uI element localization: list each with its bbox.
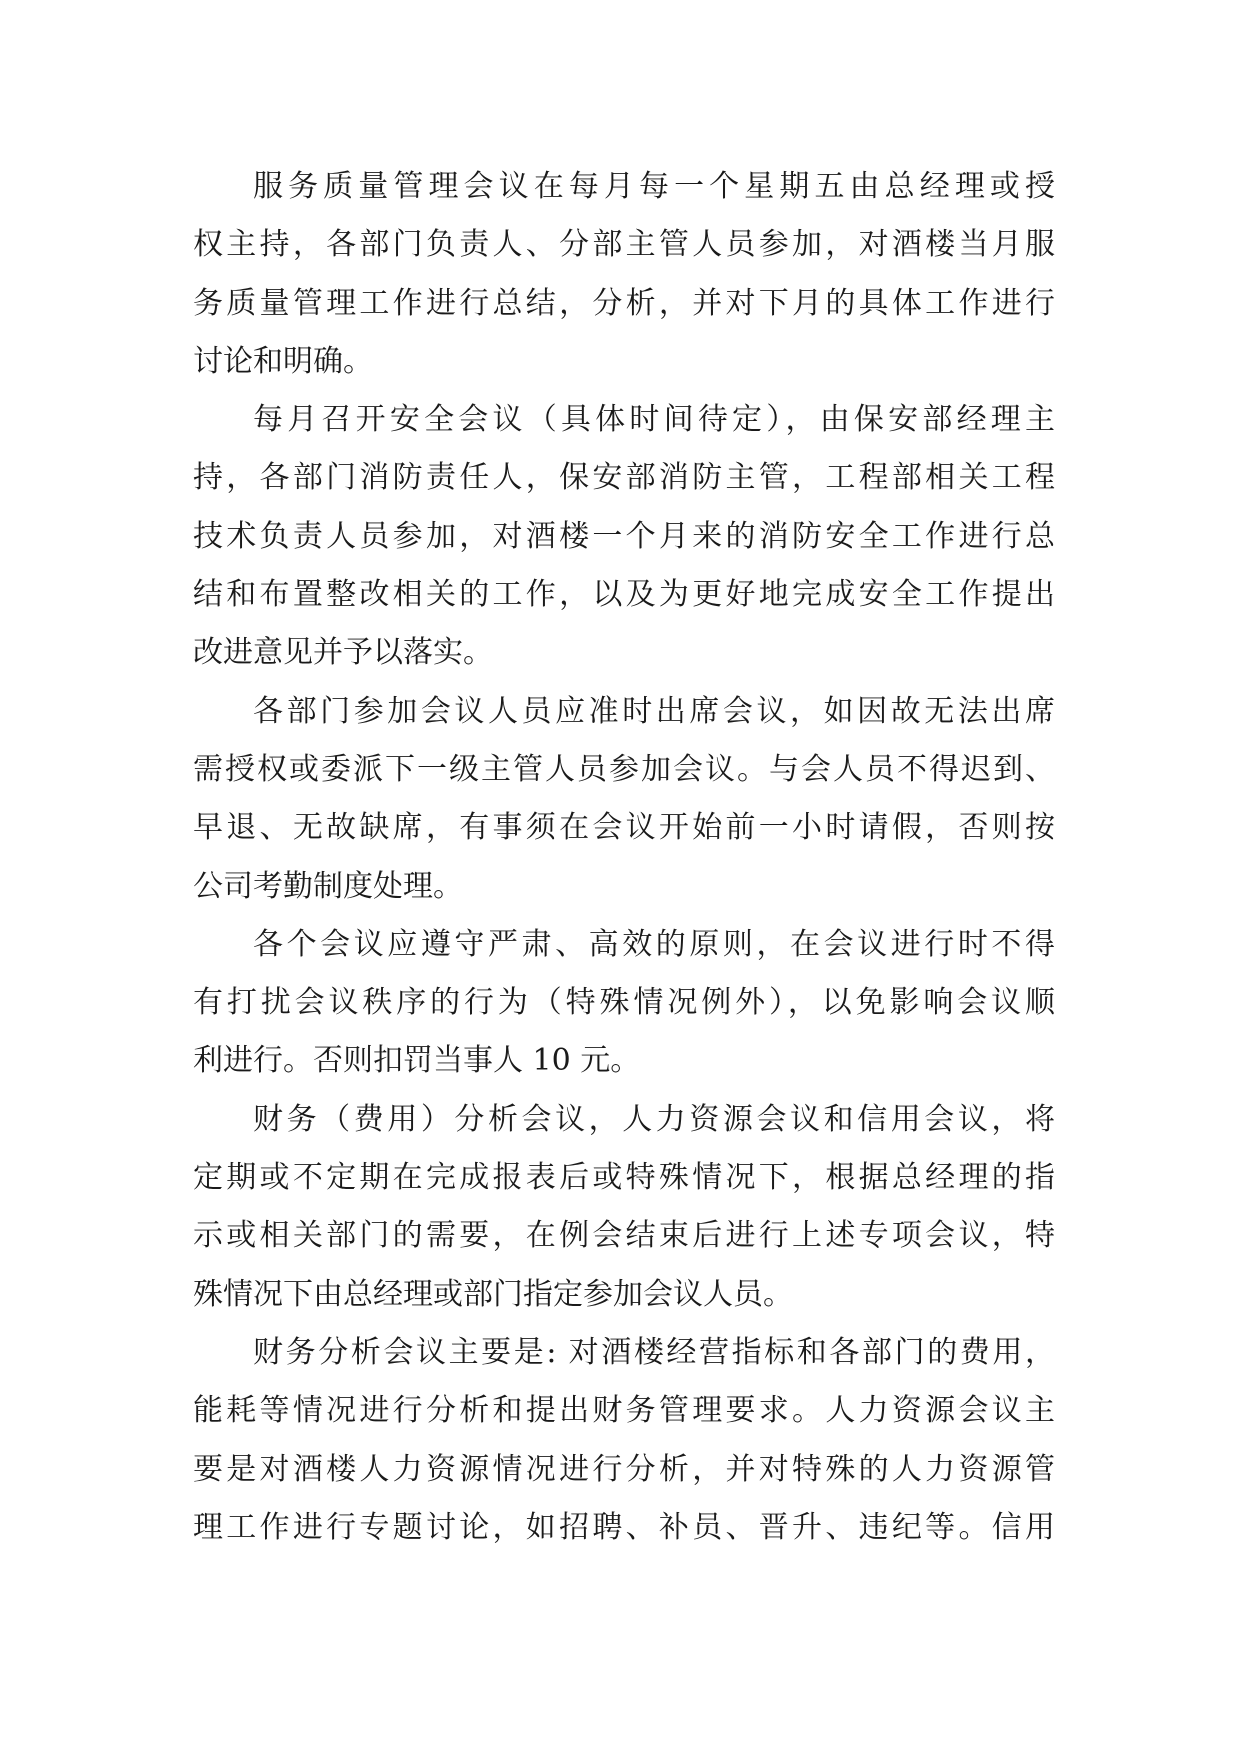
text-line: 需授权或委派下一级主管人员参加会议。与会人员不得迟到、	[193, 751, 1055, 787]
paragraph-meeting-conduct	[193, 916, 1055, 1091]
text-line: 定期或不定期在完成报表后或特殊情况下，根据总经理的指	[193, 1160, 1055, 1196]
text-line: 早退、无故缺席，有事须在会议开始前一小时请假，否则按	[193, 810, 1055, 846]
text-line: 技术负责人员参加，对酒楼一个月来的消防安全工作进行总	[193, 518, 1055, 554]
text-line: 改进意见并予以落实。	[193, 635, 493, 671]
text-line: 结和布置整改相关的工作，以及为更好地完成安全工作提出	[193, 577, 1055, 613]
text-line: 财务（费用）分析会议，人力资源会议和信用会议，将	[253, 1101, 1055, 1137]
text-line: 持，各部门消防责任人，保安部消防主管，工程部相关工程	[193, 460, 1055, 496]
text-line: 服务质量管理会议在每月每一个星期五由总经理或授	[253, 169, 1055, 204]
text-line: 务质量管理工作进行总结，分析，并对下月的具体工作进行	[193, 285, 1055, 321]
text-line: 权主持，各部门负责人、分部主管人员参加，对酒楼当月服	[193, 227, 1055, 263]
text-line: 每月召开安全会议（具体时间待定），由保安部经理主	[253, 402, 1055, 438]
text-line: 能耗等情况进行分析和提出财务管理要求。人力资源会议主	[193, 1393, 1055, 1429]
document-body	[193, 158, 1055, 1557]
text-line: 讨论和明确。	[193, 343, 373, 379]
text-line: 有打扰会议秩序的行为（特殊情况例外），以免影响会议顺	[193, 985, 1055, 1021]
text-line: 公司考勤制度处理。	[193, 868, 463, 904]
paragraph-special-meetings	[193, 1091, 1055, 1324]
text-line: 理工作进行专题讨论，如招聘、补员、晋升、违纪等。信用	[193, 1509, 1055, 1545]
paragraph-safety-meeting	[193, 391, 1055, 682]
text-line: 利进行。否则扣罚当事人 10 元。	[193, 1043, 641, 1079]
text-line: 示或相关部门的需要，在例会结束后进行上述专项会议，特	[193, 1218, 1055, 1254]
text-line: 各部门参加会议人员应准时出席会议，如因故无法出席	[253, 693, 1055, 729]
text-line: 财务分析会议主要是: 对酒楼经营指标和各部门的费用，	[253, 1334, 1055, 1370]
paragraph-service-quality-meeting	[193, 158, 1055, 391]
paragraph-attendance-rules	[193, 683, 1055, 916]
text-line: 要是对酒楼人力资源情况进行分析，并对特殊的人力资源管	[193, 1451, 1055, 1487]
text-line: 各个会议应遵守严肃、高效的原则，在会议进行时不得	[253, 926, 1055, 962]
paragraph-finance-analysis	[193, 1324, 1055, 1557]
text-line: 殊情况下由总经理或部门指定参加会议人员。	[193, 1276, 793, 1312]
